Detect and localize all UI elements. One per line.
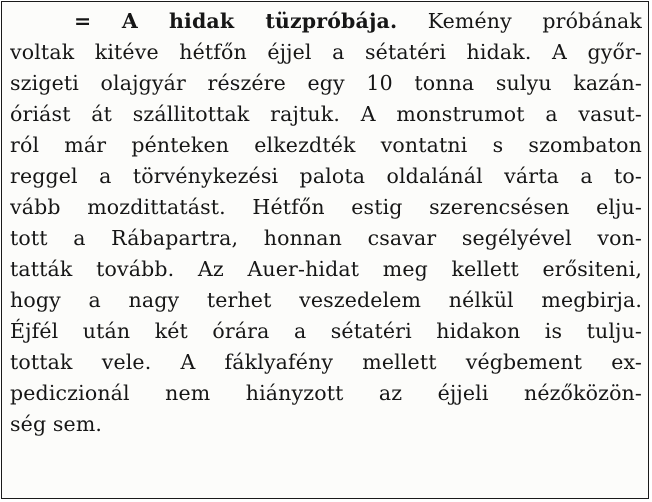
article-line: vább mozdittatást. Hétfőn estig szerencsésen elju-: [10, 195, 642, 219]
article-line: tatták tovább. Az Auer-hidat meg kellett erősiteni,: [10, 257, 642, 281]
article-line: Éjfél után két órára a sétatéri hidakon is tulju-: [10, 319, 642, 343]
article-line: ról már pénteken elkezdték vontatni s szombaton: [10, 133, 642, 157]
article-first-line: [10, 6, 642, 37]
article-line: szigeti olajgyár részére egy 10 tonna sulyu kazán-: [10, 71, 642, 95]
article-line: ség sem.: [10, 412, 103, 436]
news-article: [10, 6, 642, 440]
article-line: tott a Rábapartra, honnan csavar segélyével von-: [10, 226, 642, 250]
article-line: tottak vele. A fáklyafény mellett végbement ex-: [10, 350, 642, 374]
article-line: reggel a törvénykezési palota oldalánál várta a to-: [10, 164, 642, 188]
article-frame: [1, 1, 649, 499]
article-title: A hidak tüzpróbája.: [121, 9, 398, 33]
article-line: hogy a nagy terhet veszedelem nélkül megbirja.: [10, 288, 642, 312]
article-marker: =: [74, 9, 92, 33]
article-line: pediczionál nem hiányzott az éjjeli nézőközön-: [10, 381, 642, 405]
article-line: voltak kitéve hétfőn éjjel a sétatéri hidak. A győr-: [10, 40, 642, 64]
article-line: óriást át szállitottak rajtuk. A monstrumot a vasut-: [10, 102, 642, 126]
article-text-start: Kemény próbának: [397, 9, 642, 33]
